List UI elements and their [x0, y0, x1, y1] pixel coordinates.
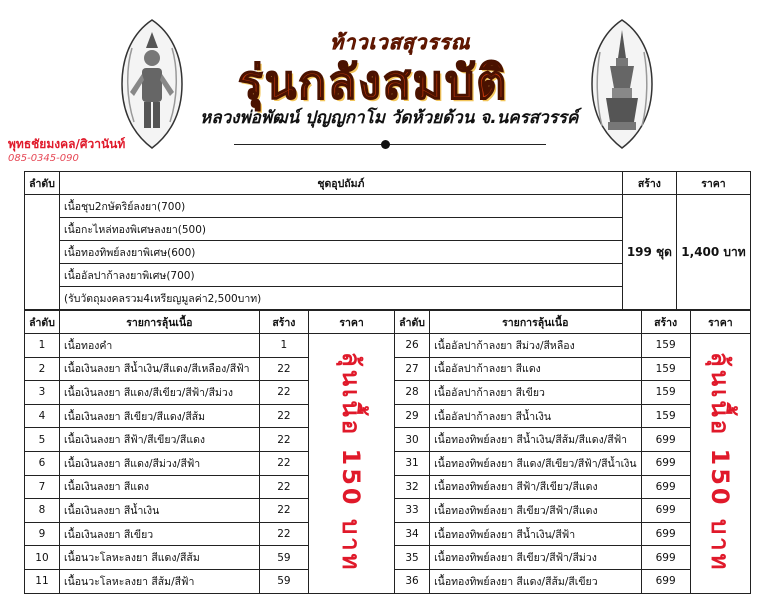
divider-line: [234, 144, 546, 145]
row-number: 11: [25, 569, 60, 593]
row-item: เนื้อเงินลงยา สีแดง/สีเขียว/สีฟ้า/สีม่วง: [59, 381, 259, 405]
set-item: เนื้อชุบ2กษัตริย์ลงยา(700): [59, 195, 622, 218]
set-price: 1,400 บาท: [676, 195, 750, 310]
row-quantity: 699: [641, 569, 690, 593]
set-quantity: 199 ชุด: [622, 195, 676, 310]
row-number: 1: [25, 334, 60, 358]
row-number: 34: [395, 522, 430, 546]
row-quantity: 159: [641, 381, 690, 405]
row-number: 31: [395, 451, 430, 475]
price-cell-left: [309, 334, 395, 594]
row-item: เนื้อเงินลงยา สีฟ้า/สีเขียว/สีแดง: [59, 428, 259, 452]
row-item: เนื้อทองทิพย์ลงยา สีแดง/สีส้ม/สีเขียว: [430, 569, 641, 593]
row-number: 28: [395, 381, 430, 405]
row-item: เนื้อทองทิพย์ลงยา สีเขียว/สีฟ้า/สีม่วง: [430, 546, 641, 570]
row-item: เนื้ออัลปาก้าลงยา สีน้ำเงิน: [430, 404, 641, 428]
row-item: เนื้อเงินลงยา สีน้ำเงิน: [59, 499, 259, 523]
header-qty: สร้าง: [641, 311, 690, 334]
header-item: รายการลุ้นเนื้อ: [430, 311, 641, 334]
set-no-cell: [25, 195, 60, 310]
row-number: 3: [25, 381, 60, 405]
row-number: 27: [395, 357, 430, 381]
row-quantity: 22: [259, 499, 308, 523]
row-quantity: 22: [259, 475, 308, 499]
set-table: [24, 171, 751, 310]
row-number: 5: [25, 428, 60, 452]
row-item: เนื้อเงินลงยา สีเขียว: [59, 522, 259, 546]
row-quantity: 22: [259, 451, 308, 475]
row-number: 33: [395, 499, 430, 523]
row-item: เนื้อนวะโลหะลงยา สีแดง/สีส้ม: [59, 546, 259, 570]
row-item: เนื้ออัลปาก้าลงยา สีม่วง/สีหลือง: [430, 334, 641, 358]
price-text-right: ลุ้นเนื้อ 150 บาท: [705, 351, 734, 572]
row-number: 29: [395, 404, 430, 428]
row-number: 4: [25, 404, 60, 428]
row-item: เนื้อเงินลงยา สีเขียว/สีแดง/สีส้ม: [59, 404, 259, 428]
row-item: เนื้อนวะโลหะลงยา สีส้ม/สีฟ้า: [59, 569, 259, 593]
row-item: เนื้ออัลปาก้าลงยา สีแดง: [430, 357, 641, 381]
row-item: เนื้อทองทิพย์ลงยา สีแดง/สีเขียว/สีฟ้า/สีน้ำเงิน: [430, 451, 641, 475]
row-item: เนื้อทองทิพย์ลงยา สีน้ำเงิน/สีฟ้า: [430, 522, 641, 546]
row-quantity: 699: [641, 475, 690, 499]
set-item: เนื้ออัลปาก้าลงยาพิเศษ(700): [59, 264, 622, 287]
title-small: ท้าวเวสสุวรรณ: [330, 30, 471, 54]
header-item: รายการลุ้นเนื้อ: [59, 311, 259, 334]
subtitle: หลวงพ่อพัฒน์ ปุญญกาโม วัดห้วยด้วน จ.นครสวรรค์: [200, 108, 579, 128]
row-quantity: 1: [259, 334, 308, 358]
row-quantity: 159: [641, 334, 690, 358]
row-number: 35: [395, 546, 430, 570]
row-quantity: 699: [641, 428, 690, 452]
price-text-left: ลุ้นเนื้อ 150 บาท: [337, 351, 366, 572]
header-price: ราคา: [676, 172, 750, 195]
row-item: เนื้อทองทิพย์ลงยา สีฟ้า/สีเขียว/สีแดง: [430, 475, 641, 499]
header-price: ราคา: [690, 311, 750, 334]
row-quantity: 159: [641, 404, 690, 428]
row-quantity: 22: [259, 428, 308, 452]
seller-name: พุทธชัยมงคล/ศิวานันท์: [8, 137, 126, 151]
row-number: 10: [25, 546, 60, 570]
row-item: เนื้อทองทิพย์ลงยา สีเขียว/สีฟ้า/สีแดง: [430, 499, 641, 523]
set-item: เนื้อทองทิพย์ลงยาพิเศษ(600): [59, 241, 622, 264]
divider-dot: [381, 140, 390, 149]
row-quantity: 159: [641, 357, 690, 381]
row-number: 6: [25, 451, 60, 475]
row-item: เนื้อเงินลงยา สีแดง/สีม่วง/สีฟ้า: [59, 451, 259, 475]
row-quantity: 22: [259, 357, 308, 381]
row-quantity: 699: [641, 546, 690, 570]
table-row: [25, 334, 751, 358]
row-number: 36: [395, 569, 430, 593]
row-number: 32: [395, 475, 430, 499]
header: [0, 0, 771, 168]
header-set: ชุดอุปถัมภ์: [59, 172, 622, 195]
set-item: (รับวัตถุมงคลรวม4เหรียญมูลค่า2,500บาท): [59, 287, 622, 310]
row-item: เนื้อทองทิพย์ลงยา สีน้ำเงิน/สีส้ม/สีแดง/สีฟ้า: [430, 428, 641, 452]
set-row: [25, 195, 751, 218]
title-big: รุ่นกลังสมบัติ: [238, 55, 509, 109]
row-number: 30: [395, 428, 430, 452]
row-number: 8: [25, 499, 60, 523]
row-item: เนื้อเงินลงยา สีน้ำเงิน/สีแดง/สีเหลือง/สีฟ้า: [59, 357, 259, 381]
row-quantity: 699: [641, 499, 690, 523]
row-item: เนื้ออัลปาก้าลงยา สีเขียว: [430, 381, 641, 405]
item-table: [24, 310, 751, 594]
header-price: ราคา: [309, 311, 395, 334]
header-qty: สร้าง: [622, 172, 676, 195]
row-quantity: 22: [259, 381, 308, 405]
row-quantity: 59: [259, 546, 308, 570]
seller-phone: 085-0345-090: [8, 153, 79, 164]
row-quantity: 22: [259, 404, 308, 428]
row-quantity: 699: [641, 522, 690, 546]
header-qty: สร้าง: [259, 311, 308, 334]
header-no: ลำดับ: [25, 172, 60, 195]
row-number: 9: [25, 522, 60, 546]
row-quantity: 699: [641, 451, 690, 475]
set-table-header: [25, 172, 751, 195]
header-no: ลำดับ: [25, 311, 60, 334]
price-cell-right: [690, 334, 750, 594]
temple-spire-icon: [588, 18, 656, 150]
row-number: 2: [25, 357, 60, 381]
row-quantity: 59: [259, 569, 308, 593]
row-item: เนื้อเงินลงยา สีแดง: [59, 475, 259, 499]
row-number: 26: [395, 334, 430, 358]
set-item: เนื้อกะไหล่ทองพิเศษลงยา(500): [59, 218, 622, 241]
item-table-header: [25, 311, 751, 334]
row-quantity: 22: [259, 522, 308, 546]
guardian-deity-icon: [118, 18, 186, 150]
row-number: 7: [25, 475, 60, 499]
row-item: เนื้อทองคำ: [59, 334, 259, 358]
header-no: ลำดับ: [395, 311, 430, 334]
